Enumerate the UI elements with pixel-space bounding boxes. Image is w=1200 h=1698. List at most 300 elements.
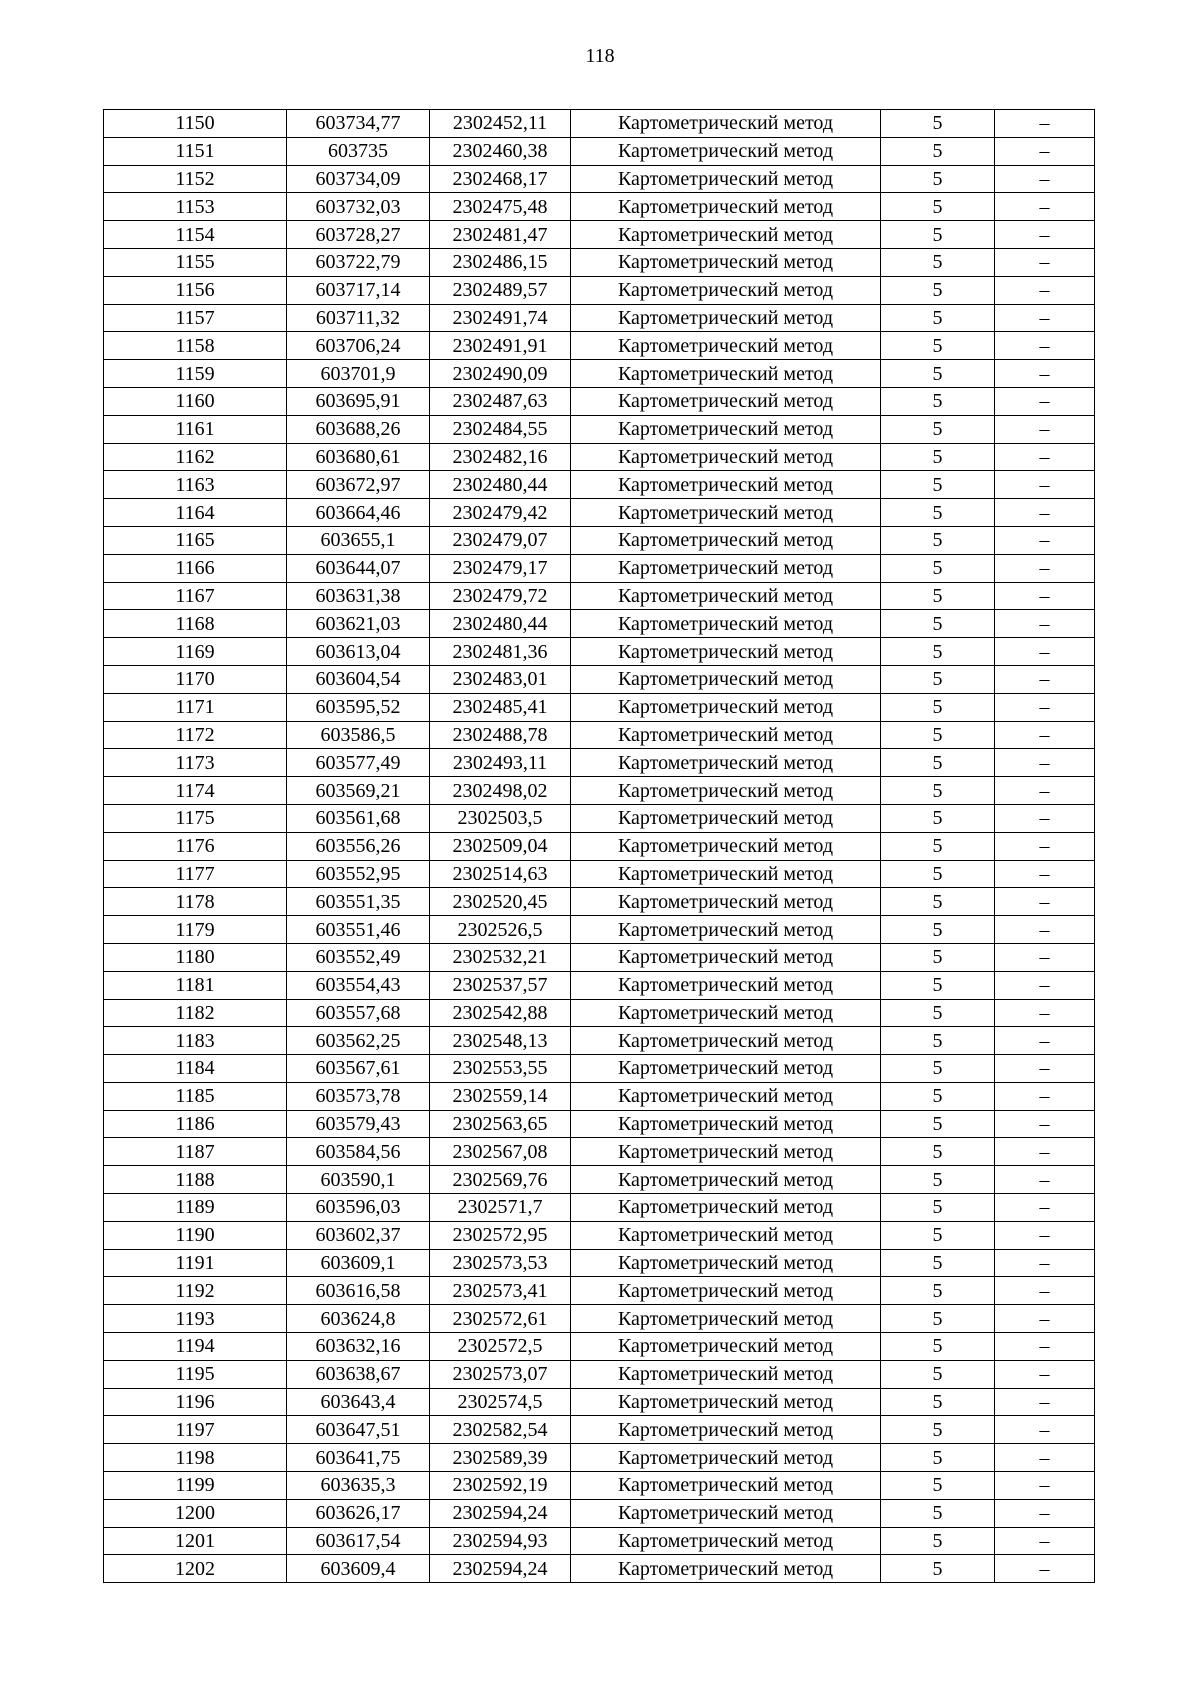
accuracy-cell: 5 (881, 1166, 995, 1194)
description-cell: – (995, 554, 1095, 582)
y-coordinate-cell: 2302484,55 (430, 415, 571, 443)
accuracy-cell: 5 (881, 971, 995, 999)
point-number-cell: 1172 (104, 721, 287, 749)
x-coordinate-cell: 603609,4 (287, 1555, 430, 1583)
accuracy-cell: 5 (881, 1221, 995, 1249)
point-number-cell: 1190 (104, 1221, 287, 1249)
point-number-cell: 1162 (104, 443, 287, 471)
y-coordinate-cell: 2302589,39 (430, 1444, 571, 1472)
y-coordinate-cell: 2302479,72 (430, 582, 571, 610)
y-coordinate-cell: 2302563,65 (430, 1110, 571, 1138)
point-number-cell: 1171 (104, 693, 287, 721)
point-number-cell: 1192 (104, 1277, 287, 1305)
point-number-cell: 1174 (104, 777, 287, 805)
point-number-cell: 1196 (104, 1388, 287, 1416)
table-row (104, 1138, 1095, 1166)
y-coordinate-cell: 2302573,07 (430, 1360, 571, 1388)
method-cell: Картометрический метод (571, 665, 881, 693)
table-row (104, 1305, 1095, 1333)
accuracy-cell: 5 (881, 1388, 995, 1416)
method-cell: Картометрический метод (571, 1444, 881, 1472)
accuracy-cell: 5 (881, 777, 995, 805)
table-row (104, 721, 1095, 749)
table-row (104, 387, 1095, 415)
description-cell: – (995, 1444, 1095, 1472)
description-cell: – (995, 638, 1095, 666)
table-row (104, 1444, 1095, 1472)
table-row (104, 1221, 1095, 1249)
description-cell: – (995, 971, 1095, 999)
method-cell: Картометрический метод (571, 721, 881, 749)
table-row (104, 1416, 1095, 1444)
description-cell: – (995, 332, 1095, 360)
x-coordinate-cell: 603595,52 (287, 693, 430, 721)
description-cell: – (995, 1333, 1095, 1361)
method-cell: Картометрический метод (571, 693, 881, 721)
x-coordinate-cell: 603579,43 (287, 1110, 430, 1138)
method-cell: Картометрический метод (571, 526, 881, 554)
y-coordinate-cell: 2302468,17 (430, 165, 571, 193)
description-cell: – (995, 1555, 1095, 1583)
description-cell: – (995, 721, 1095, 749)
point-number-cell: 1176 (104, 832, 287, 860)
accuracy-cell: 5 (881, 1555, 995, 1583)
point-number-cell: 1175 (104, 804, 287, 832)
x-coordinate-cell: 603638,67 (287, 1360, 430, 1388)
y-coordinate-cell: 2302537,57 (430, 971, 571, 999)
table-row (104, 1333, 1095, 1361)
method-cell: Картометрический метод (571, 916, 881, 944)
description-cell: – (995, 304, 1095, 332)
method-cell: Картометрический метод (571, 804, 881, 832)
description-cell: – (995, 443, 1095, 471)
table-row (104, 1249, 1095, 1277)
y-coordinate-cell: 2302490,09 (430, 360, 571, 388)
point-number-cell: 1151 (104, 137, 287, 165)
method-cell: Картометрический метод (571, 1333, 881, 1361)
accuracy-cell: 5 (881, 582, 995, 610)
description-cell: – (995, 888, 1095, 916)
point-number-cell: 1155 (104, 248, 287, 276)
point-number-cell: 1153 (104, 193, 287, 221)
y-coordinate-cell: 2302489,57 (430, 276, 571, 304)
description-cell: – (995, 1360, 1095, 1388)
x-coordinate-cell: 603695,91 (287, 387, 430, 415)
method-cell: Картометрический метод (571, 165, 881, 193)
method-cell: Картометрический метод (571, 1555, 881, 1583)
method-cell: Картометрический метод (571, 1499, 881, 1527)
table-row (104, 1360, 1095, 1388)
y-coordinate-cell: 2302460,38 (430, 137, 571, 165)
page-number: 118 (585, 45, 615, 67)
x-coordinate-cell: 603584,56 (287, 1138, 430, 1166)
accuracy-cell: 5 (881, 1499, 995, 1527)
point-number-cell: 1157 (104, 304, 287, 332)
description-cell: – (995, 499, 1095, 527)
description-cell: – (995, 1277, 1095, 1305)
method-cell: Картометрический метод (571, 554, 881, 582)
method-cell: Картометрический метод (571, 387, 881, 415)
method-cell: Картометрический метод (571, 943, 881, 971)
description-cell: – (995, 1055, 1095, 1083)
description-cell: – (995, 387, 1095, 415)
description-cell: – (995, 1221, 1095, 1249)
accuracy-cell: 5 (881, 1305, 995, 1333)
method-cell: Картометрический метод (571, 832, 881, 860)
accuracy-cell: 5 (881, 554, 995, 582)
point-number-cell: 1166 (104, 554, 287, 582)
table-row (104, 110, 1095, 138)
point-number-cell: 1181 (104, 971, 287, 999)
y-coordinate-cell: 2302526,5 (430, 916, 571, 944)
x-coordinate-cell: 603717,14 (287, 276, 430, 304)
description-cell: – (995, 110, 1095, 138)
table-row (104, 1166, 1095, 1194)
description-cell: – (995, 804, 1095, 832)
description-cell: – (995, 221, 1095, 249)
table-row (104, 971, 1095, 999)
x-coordinate-cell: 603688,26 (287, 415, 430, 443)
coordinates-table-body (104, 110, 1095, 1583)
accuracy-cell: 5 (881, 443, 995, 471)
method-cell: Картометрический метод (571, 221, 881, 249)
y-coordinate-cell: 2302483,01 (430, 665, 571, 693)
y-coordinate-cell: 2302594,24 (430, 1499, 571, 1527)
description-cell: – (995, 1082, 1095, 1110)
method-cell: Картометрический метод (571, 777, 881, 805)
y-coordinate-cell: 2302572,5 (430, 1333, 571, 1361)
y-coordinate-cell: 2302479,17 (430, 554, 571, 582)
x-coordinate-cell: 603569,21 (287, 777, 430, 805)
table-row (104, 304, 1095, 332)
point-number-cell: 1189 (104, 1194, 287, 1222)
table-row (104, 1555, 1095, 1583)
description-cell: – (995, 943, 1095, 971)
description-cell: – (995, 777, 1095, 805)
accuracy-cell: 5 (881, 110, 995, 138)
accuracy-cell: 5 (881, 665, 995, 693)
description-cell: – (995, 610, 1095, 638)
accuracy-cell: 5 (881, 610, 995, 638)
point-number-cell: 1197 (104, 1416, 287, 1444)
description-cell: – (995, 860, 1095, 888)
table-row (104, 248, 1095, 276)
table-row (104, 582, 1095, 610)
table-row (104, 165, 1095, 193)
table-row (104, 554, 1095, 582)
method-cell: Картометрический метод (571, 860, 881, 888)
method-cell: Картометрический метод (571, 248, 881, 276)
accuracy-cell: 5 (881, 804, 995, 832)
accuracy-cell: 5 (881, 1472, 995, 1500)
accuracy-cell: 5 (881, 1277, 995, 1305)
x-coordinate-cell: 603604,54 (287, 665, 430, 693)
y-coordinate-cell: 2302488,78 (430, 721, 571, 749)
point-number-cell: 1161 (104, 415, 287, 443)
description-cell: – (995, 665, 1095, 693)
method-cell: Картометрический метод (571, 360, 881, 388)
x-coordinate-cell: 603552,95 (287, 860, 430, 888)
accuracy-cell: 5 (881, 1444, 995, 1472)
point-number-cell: 1160 (104, 387, 287, 415)
accuracy-cell: 5 (881, 721, 995, 749)
y-coordinate-cell: 2302503,5 (430, 804, 571, 832)
method-cell: Картометрический метод (571, 1110, 881, 1138)
method-cell: Картометрический метод (571, 1027, 881, 1055)
y-coordinate-cell: 2302479,07 (430, 526, 571, 554)
table-row (104, 999, 1095, 1027)
x-coordinate-cell: 603632,16 (287, 1333, 430, 1361)
table-row (104, 332, 1095, 360)
accuracy-cell: 5 (881, 1249, 995, 1277)
point-number-cell: 1167 (104, 582, 287, 610)
method-cell: Картометрический метод (571, 471, 881, 499)
accuracy-cell: 5 (881, 832, 995, 860)
x-coordinate-cell: 603722,79 (287, 248, 430, 276)
method-cell: Картометрический метод (571, 1221, 881, 1249)
table-row (104, 832, 1095, 860)
point-number-cell: 1180 (104, 943, 287, 971)
accuracy-cell: 5 (881, 415, 995, 443)
description-cell: – (995, 916, 1095, 944)
method-cell: Картометрический метод (571, 1082, 881, 1110)
x-coordinate-cell: 603551,46 (287, 916, 430, 944)
y-coordinate-cell: 2302498,02 (430, 777, 571, 805)
description-cell: – (995, 1472, 1095, 1500)
x-coordinate-cell: 603735 (287, 137, 430, 165)
accuracy-cell: 5 (881, 387, 995, 415)
x-coordinate-cell: 603596,03 (287, 1194, 430, 1222)
description-cell: – (995, 832, 1095, 860)
y-coordinate-cell: 2302480,44 (430, 471, 571, 499)
table-row (104, 1472, 1095, 1500)
point-number-cell: 1152 (104, 165, 287, 193)
point-number-cell: 1185 (104, 1082, 287, 1110)
x-coordinate-cell: 603573,78 (287, 1082, 430, 1110)
table-row (104, 1527, 1095, 1555)
accuracy-cell: 5 (881, 693, 995, 721)
method-cell: Картометрический метод (571, 1249, 881, 1277)
x-coordinate-cell: 603655,1 (287, 526, 430, 554)
table-row (104, 499, 1095, 527)
table-row (104, 1055, 1095, 1083)
y-coordinate-cell: 2302486,15 (430, 248, 571, 276)
point-number-cell: 1179 (104, 916, 287, 944)
method-cell: Картометрический метод (571, 1138, 881, 1166)
accuracy-cell: 5 (881, 749, 995, 777)
x-coordinate-cell: 603635,3 (287, 1472, 430, 1500)
point-number-cell: 1178 (104, 888, 287, 916)
method-cell: Картометрический метод (571, 610, 881, 638)
accuracy-cell: 5 (881, 165, 995, 193)
point-number-cell: 1195 (104, 1360, 287, 1388)
table-row (104, 526, 1095, 554)
x-coordinate-cell: 603643,4 (287, 1388, 430, 1416)
x-coordinate-cell: 603590,1 (287, 1166, 430, 1194)
accuracy-cell: 5 (881, 638, 995, 666)
description-cell: – (995, 1305, 1095, 1333)
description-cell: – (995, 1138, 1095, 1166)
y-coordinate-cell: 2302574,5 (430, 1388, 571, 1416)
description-cell: – (995, 1194, 1095, 1222)
method-cell: Картометрический метод (571, 1305, 881, 1333)
accuracy-cell: 5 (881, 860, 995, 888)
y-coordinate-cell: 2302481,47 (430, 221, 571, 249)
y-coordinate-cell: 2302572,61 (430, 1305, 571, 1333)
point-number-cell: 1191 (104, 1249, 287, 1277)
y-coordinate-cell: 2302493,11 (430, 749, 571, 777)
method-cell: Картометрический метод (571, 1055, 881, 1083)
table-row (104, 193, 1095, 221)
description-cell: – (995, 1027, 1095, 1055)
y-coordinate-cell: 2302475,48 (430, 193, 571, 221)
x-coordinate-cell: 603644,07 (287, 554, 430, 582)
description-cell: – (995, 999, 1095, 1027)
method-cell: Картометрический метод (571, 193, 881, 221)
point-number-cell: 1158 (104, 332, 287, 360)
description-cell: – (995, 1416, 1095, 1444)
accuracy-cell: 5 (881, 1055, 995, 1083)
accuracy-cell: 5 (881, 471, 995, 499)
table-row (104, 276, 1095, 304)
accuracy-cell: 5 (881, 999, 995, 1027)
description-cell: – (995, 165, 1095, 193)
x-coordinate-cell: 603728,27 (287, 221, 430, 249)
y-coordinate-cell: 2302567,08 (430, 1138, 571, 1166)
x-coordinate-cell: 603554,43 (287, 971, 430, 999)
x-coordinate-cell: 603557,68 (287, 999, 430, 1027)
x-coordinate-cell: 603562,25 (287, 1027, 430, 1055)
point-number-cell: 1165 (104, 526, 287, 554)
point-number-cell: 1201 (104, 1527, 287, 1555)
accuracy-cell: 5 (881, 916, 995, 944)
accuracy-cell: 5 (881, 248, 995, 276)
method-cell: Картометрический метод (571, 499, 881, 527)
y-coordinate-cell: 2302532,21 (430, 943, 571, 971)
y-coordinate-cell: 2302573,53 (430, 1249, 571, 1277)
y-coordinate-cell: 2302514,63 (430, 860, 571, 888)
coordinates-table (103, 109, 1095, 1583)
y-coordinate-cell: 2302572,95 (430, 1221, 571, 1249)
description-cell: – (995, 248, 1095, 276)
table-row (104, 443, 1095, 471)
point-number-cell: 1187 (104, 1138, 287, 1166)
method-cell: Картометрический метод (571, 1166, 881, 1194)
point-number-cell: 1163 (104, 471, 287, 499)
description-cell: – (995, 1110, 1095, 1138)
method-cell: Картометрический метод (571, 1360, 881, 1388)
y-coordinate-cell: 2302479,42 (430, 499, 571, 527)
method-cell: Картометрический метод (571, 1194, 881, 1222)
x-coordinate-cell: 603586,5 (287, 721, 430, 749)
point-number-cell: 1169 (104, 638, 287, 666)
table-row (104, 943, 1095, 971)
table-row (104, 1027, 1095, 1055)
description-cell: – (995, 1249, 1095, 1277)
x-coordinate-cell: 603711,32 (287, 304, 430, 332)
accuracy-cell: 5 (881, 1082, 995, 1110)
method-cell: Картометрический метод (571, 888, 881, 916)
method-cell: Картометрический метод (571, 1527, 881, 1555)
table-row (104, 1388, 1095, 1416)
table-row (104, 1277, 1095, 1305)
table-row (104, 137, 1095, 165)
y-coordinate-cell: 2302482,16 (430, 443, 571, 471)
method-cell: Картометрический метод (571, 582, 881, 610)
x-coordinate-cell: 603552,49 (287, 943, 430, 971)
method-cell: Картометрический метод (571, 971, 881, 999)
accuracy-cell: 5 (881, 526, 995, 554)
accuracy-cell: 5 (881, 1360, 995, 1388)
point-number-cell: 1170 (104, 665, 287, 693)
accuracy-cell: 5 (881, 499, 995, 527)
point-number-cell: 1159 (104, 360, 287, 388)
method-cell: Картометрический метод (571, 304, 881, 332)
y-coordinate-cell: 2302573,41 (430, 1277, 571, 1305)
method-cell: Картометрический метод (571, 443, 881, 471)
x-coordinate-cell: 603672,97 (287, 471, 430, 499)
y-coordinate-cell: 2302481,36 (430, 638, 571, 666)
method-cell: Картометрический метод (571, 999, 881, 1027)
description-cell: – (995, 582, 1095, 610)
accuracy-cell: 5 (881, 221, 995, 249)
point-number-cell: 1199 (104, 1472, 287, 1500)
method-cell: Картометрический метод (571, 638, 881, 666)
method-cell: Картометрический метод (571, 276, 881, 304)
table-row (104, 665, 1095, 693)
point-number-cell: 1177 (104, 860, 287, 888)
accuracy-cell: 5 (881, 1138, 995, 1166)
table-row (104, 804, 1095, 832)
point-number-cell: 1154 (104, 221, 287, 249)
y-coordinate-cell: 2302594,93 (430, 1527, 571, 1555)
x-coordinate-cell: 603577,49 (287, 749, 430, 777)
table-row (104, 1110, 1095, 1138)
method-cell: Картометрический метод (571, 749, 881, 777)
description-cell: – (995, 1166, 1095, 1194)
x-coordinate-cell: 603556,26 (287, 832, 430, 860)
accuracy-cell: 5 (881, 1194, 995, 1222)
method-cell: Картометрический метод (571, 110, 881, 138)
accuracy-cell: 5 (881, 360, 995, 388)
method-cell: Картометрический метод (571, 137, 881, 165)
table-row (104, 749, 1095, 777)
description-cell: – (995, 360, 1095, 388)
table-row (104, 777, 1095, 805)
y-coordinate-cell: 2302509,04 (430, 832, 571, 860)
method-cell: Картометрический метод (571, 415, 881, 443)
table-row (104, 471, 1095, 499)
y-coordinate-cell: 2302491,91 (430, 332, 571, 360)
x-coordinate-cell: 603701,9 (287, 360, 430, 388)
point-number-cell: 1194 (104, 1333, 287, 1361)
x-coordinate-cell: 603680,61 (287, 443, 430, 471)
description-cell: – (995, 1527, 1095, 1555)
table-row (104, 1194, 1095, 1222)
description-cell: – (995, 193, 1095, 221)
x-coordinate-cell: 603734,77 (287, 110, 430, 138)
table-row (104, 415, 1095, 443)
description-cell: – (995, 693, 1095, 721)
method-cell: Картометрический метод (571, 1472, 881, 1500)
accuracy-cell: 5 (881, 1527, 995, 1555)
accuracy-cell: 5 (881, 1416, 995, 1444)
accuracy-cell: 5 (881, 332, 995, 360)
x-coordinate-cell: 603602,37 (287, 1221, 430, 1249)
table-row (104, 860, 1095, 888)
description-cell: – (995, 1388, 1095, 1416)
point-number-cell: 1202 (104, 1555, 287, 1583)
